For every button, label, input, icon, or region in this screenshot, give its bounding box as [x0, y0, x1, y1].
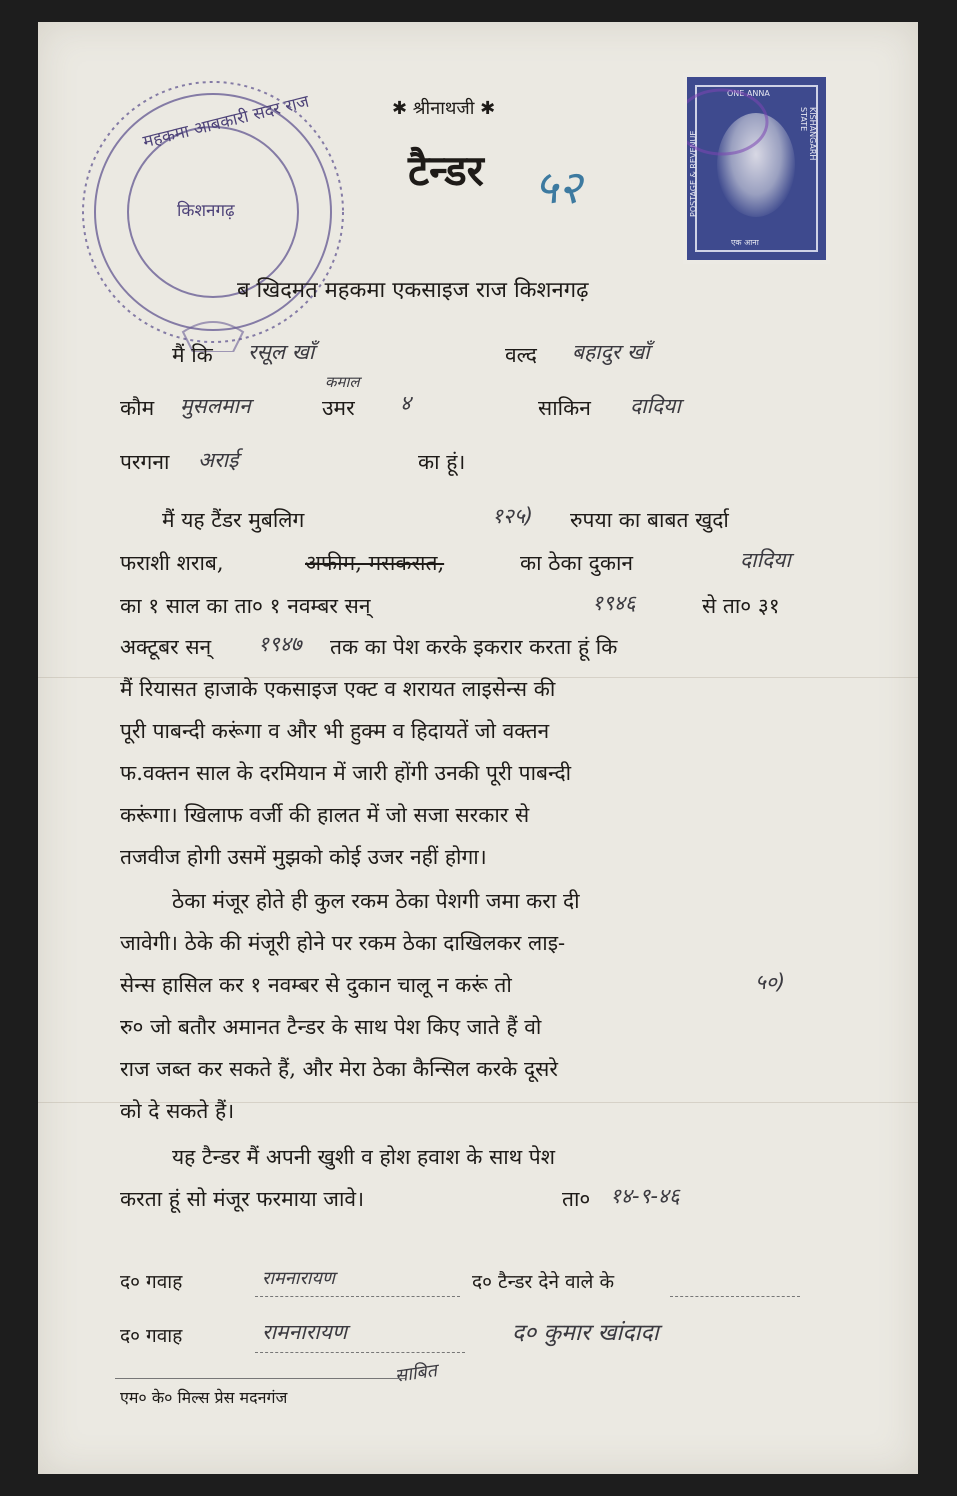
- caste-value: मुसलमान: [180, 394, 251, 418]
- witness2-line: [255, 1352, 465, 1354]
- age-value: ४: [400, 391, 411, 415]
- age-label: उमर: [322, 396, 355, 420]
- p1-line5: मैं रियासत हाजाके एकसाइज एक्ट व शरायत लाइसेन्स की: [120, 677, 556, 701]
- struck-text: अफीम, मसकरात,: [305, 551, 445, 575]
- p1-line4-a: अक्टूबर सन्: [120, 635, 212, 659]
- p3-line2: करता हूं सो मंजूर फरमाया जावे।: [120, 1187, 365, 1211]
- extra-signature: साबित: [393, 1360, 439, 1387]
- date-value: १४-९-४६: [610, 1184, 680, 1208]
- p1-line8: करूंगा। खिलाफ वर्जी की हालत में जो सजा सरकार से: [120, 803, 530, 827]
- witness1-label: द० गवाह: [120, 1271, 183, 1293]
- witness1-line: [255, 1296, 460, 1298]
- p1-line1-a: मैं यह टैंडर मुबलिग: [162, 508, 305, 532]
- p1-line2-b: का ठेका दुकान: [520, 551, 634, 575]
- father-name: बहादुर खाँ: [572, 340, 650, 364]
- date-label: ता०: [562, 1187, 591, 1211]
- stamp-value-top: ONE ANNA: [727, 89, 770, 98]
- p2-line3-a: सेन्स हासिल कर १ नवम्बर से दुकान चालू न करूं तो: [120, 973, 512, 997]
- p1-line7: फ.वक्तन साल के दरमियान में जारी होंगी उनकी पूरी पाबन्दी: [120, 761, 572, 785]
- pencil-note: ५२: [534, 160, 582, 214]
- p3-line1: यह टैन्डर मैं अपनी खुशी व होश हवाश के साथ पेश: [172, 1145, 556, 1169]
- p1-line4-b: तक का पेश करके इकरार करता हूं कि: [330, 635, 618, 659]
- applicant-prefix: मैं कि: [172, 343, 213, 367]
- addressee-line: ब खिदमत महकमा एकसाइज राज किशनगढ़: [237, 278, 589, 303]
- p1-line1-b: रुपया का बाबत खुर्दा: [570, 508, 729, 532]
- stamp-value-bottom: एक आना: [731, 238, 759, 247]
- pargana-suffix: का हूं।: [418, 450, 466, 474]
- witness1-signature: रामनारायण: [262, 1268, 335, 1289]
- stamp-left-text: POSTAGE & REVENUE: [689, 130, 698, 217]
- witness2-signature: रामनारायण: [262, 1320, 348, 1344]
- pargana-label: परगना: [120, 450, 170, 474]
- revenue-stamp: [683, 73, 830, 264]
- start-year: १९४६: [592, 591, 636, 615]
- excise-seal: [73, 72, 353, 352]
- p2-line4: रु० जो बतौर अमानत टैन्डर के साथ पेश किए जाते हैं वो: [120, 1015, 542, 1039]
- father-label: वल्द: [505, 343, 537, 367]
- tenderer-line: [670, 1296, 800, 1298]
- residence-value: दादिया: [630, 394, 681, 418]
- pargana-value: अराई: [198, 448, 239, 472]
- p1-line3-b: से ता० ३१: [702, 594, 780, 618]
- printer-imprint: एम० के० मिल्स प्रेस मदनगंज: [120, 1388, 288, 1407]
- p1-line6: पूरी पाबन्दी करूंगा व और भी हुक्म व हिदायतें जो वक्तन: [120, 719, 550, 743]
- above-note: कमाल: [325, 373, 360, 391]
- cancellation-mark-icon: [687, 77, 826, 260]
- tenderer-label: द० टैन्डर देने वाले के: [472, 1271, 615, 1293]
- p2-line1: ठेका मंजूर होते ही कुल रकम ठेका पेशगी जमा करा दी: [172, 889, 580, 913]
- p2-line5: राज जब्त कर सकते हैं, और मेरा ठेका कैन्सिल करके दूसरे: [120, 1057, 558, 1081]
- p1-line9: तजवीज होगी उसमें मुझको कोई उजर नहीं होगा।: [120, 845, 487, 869]
- footer-rule: [115, 1378, 405, 1380]
- seal-inner-text: किशनगढ़: [177, 201, 235, 221]
- tender-amount: १२५): [492, 504, 533, 528]
- shop-location: दादिया: [740, 548, 791, 572]
- seal-outer-text: महकमा आबकारी सदर राज: [140, 91, 312, 153]
- invocation: ✱ श्रीनाथजी ✱: [392, 98, 496, 119]
- document-title: टैन्डर: [408, 146, 484, 195]
- stamp-right-text: KISHANGARH STATE: [799, 107, 817, 161]
- deposit-amount: ५०): [755, 970, 786, 994]
- applicant-name: रसूल खाँ: [248, 340, 315, 364]
- p1-line3-a: का १ साल का ता० १ नवम्बर सन्: [120, 594, 371, 618]
- residence-label: साकिन: [538, 396, 591, 420]
- tenderer-signature: द० कुमार खांदादा: [512, 1320, 659, 1346]
- witness2-label: द० गवाह: [120, 1325, 183, 1347]
- p1-line2-a: फराशी शराब,: [120, 551, 224, 575]
- p2-line6: को दे सकते हैं।: [120, 1099, 235, 1123]
- caste-label: कौम: [120, 396, 155, 420]
- p2-line2: जावेगी। ठेके की मंजूरी होने पर रकम ठेका दाखिलकर लाइ-: [120, 931, 566, 955]
- end-year: १९४७: [258, 632, 302, 656]
